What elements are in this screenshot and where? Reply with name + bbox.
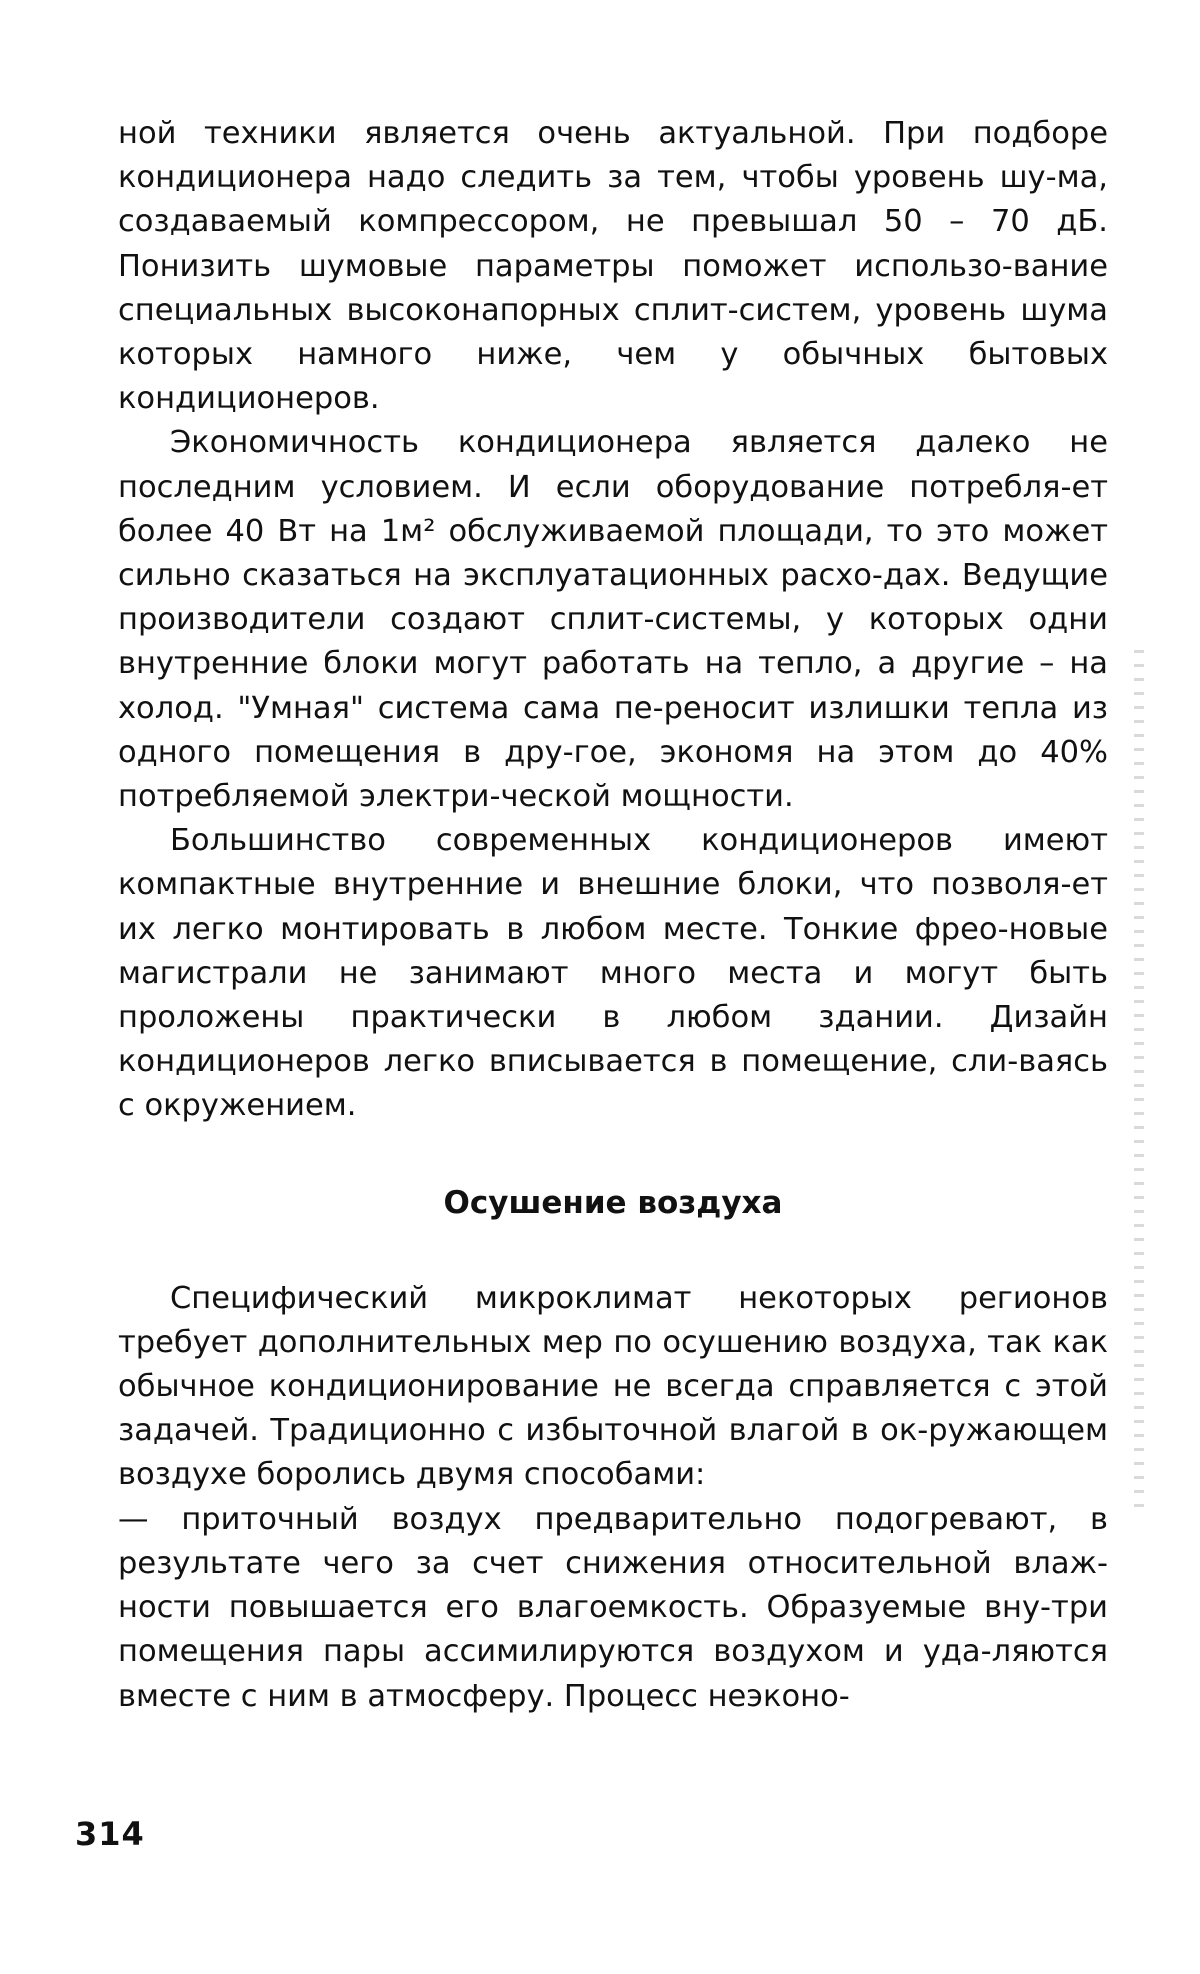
page-number: 314: [75, 1815, 145, 1853]
scan-margin-artifact: [1134, 650, 1144, 1510]
paragraph-noise-levels: ной техники является очень актуальной. При подборе кондиционера надо следить за тем, чтобы уровень шу-ма, создаваемый компрессором, не превышал 50 – 70 дБ. Понизить шумовые параметры поможет использо-вание специальных высоконапорных сплит-систем, уровень шума которых намного ниже, чем у обычных бытовых кондиционеров.: [118, 116, 1108, 417]
paragraph-supply-air: — приточный воздух предварительно подогревают, в результате чего за счет снижения относительной влаж-ности повышается его влагоемкость. Образуемые вну-три помещения пары ассимилируются воздухом и уда-ляются вместе с ним в атмосферу. Процесс неэконо-: [118, 1501, 1108, 1714]
paragraph-microclimate: Специфический микроклимат некоторых регионов требует дополнительных мер по осушению воздуха, так как обычное кондиционирование не всегда справляется с этой задачей. Традиционно с избыточной влагой в ок-ружающем воздухе боролись двумя способами:: [118, 1280, 1108, 1493]
paragraph-compact-units: Большинство современных кондиционеров имеют компактные внутренние и внешние блоки, что позволя-ет их легко монтировать в любом месте. Тонкие фрео-новые магистрали не занимают много места и могут быть проложены практически в любом здании. Дизайн кондиционеров легко вписывается в помещение, сли-ваясь с окружением.: [118, 823, 1108, 1124]
paragraph-economy: Экономичность кондиционера является далеко не последним условием. И если оборудование потребля-ет более 40 Вт на 1м² обслуживаемой площади, то это может сильно сказаться на эксплуатационных расхо-дах. Ведущие производители создают сплит-системы, у которых одни внутренние блоки могут работать на тепло, а другие – на холод. "Умная" система сама пе-реносит излишки тепла из одного помещения в дру-гое, экономя на этом до 40% потребляемой электри-ческой мощности.: [118, 425, 1108, 815]
section-heading: Осушение воздуха: [443, 1184, 783, 1221]
body-text: [118, 112, 1108, 1719]
